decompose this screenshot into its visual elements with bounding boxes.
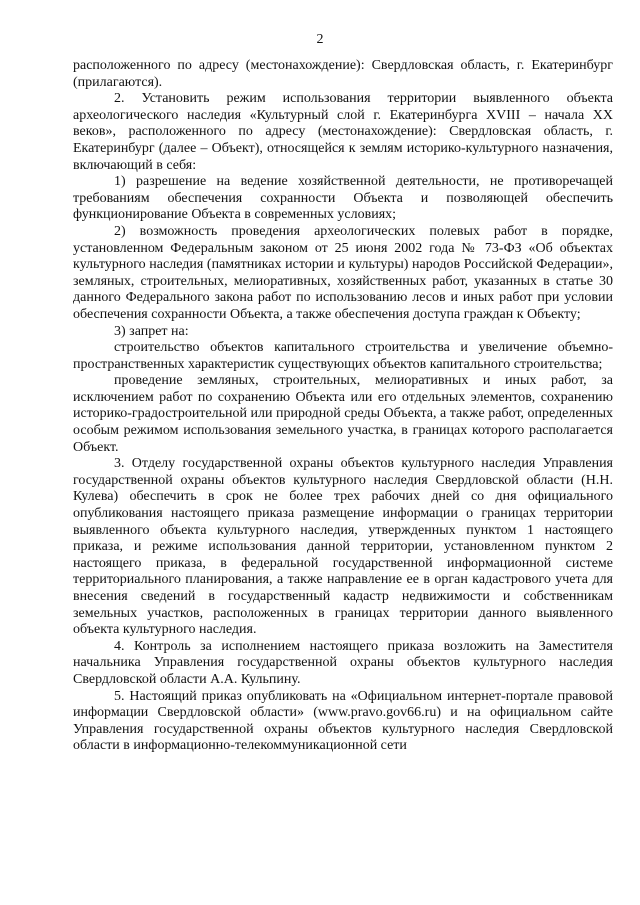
paragraph-item-4: 4. Контроль за исполнением настоящего приказа возложить на Заместителя начальника Управления государственной охраны объектов культурного наследия Свердловской области А.А. Кульпину.	[73, 638, 613, 687]
paragraph-item-2: 2. Установить режим использования территории выявленного объекта археологического наследия «Культурный слой г. Екатеринбурга XVIII – начала XX веков», расположенного по адресу (местонахождение): Свердловская область, г. Екатеринбург (далее – Объект), относящейся к землям историко-культурного назначения, включающий в себя:	[73, 91, 613, 173]
paragraph-item-2-3: 3) запрет на:	[114, 323, 189, 339]
paragraph-prohibition-works: проведение земляных, строительных, мелиоративных и иных работ, за исключением работ по сохранению Объекта или его отдельных элементов, сохранению историко-градостроительной или природной среды Объекта, а также работ, определенных особым режимом использования земельного участка, в границах которого располагается Объект.	[73, 373, 613, 455]
paragraph-item-3: 3. Отделу государственной охраны объектов культурного наследия Управления государственной охраны объектов культурного наследия Свердловской области (Н.Н. Кулева) обеспечить в срок не более трех рабочих дней со дня официального опубликования настоящего приказа размещение информации о границах территории выявленного объекта культурного наследия, утвержденных пунктом 1 настоящего приказа, и режиме использования данной территории, установленном пунктом 2 настоящего приказа, в федеральной государственной информационной системе территориального планирования, а также направление ее в орган кадастрового учета для внесения сведений в государственный кадастр недвижимости и собственникам земельных участков, расположенных в границах территории данного выявленного объекта культурного наследия.	[73, 456, 613, 638]
paragraph-prohibition-construction: строительство объектов капитального строительства и увеличение объемно-пространственных характеристик существующих объектов капитального строительства;	[73, 340, 613, 372]
paragraph-item-2-2: 2) возможность проведения археологических полевых работ в порядке, установленном Федеральным законом от 25 июня 2002 года № 73-ФЗ «Об объектах культурного наследия (памятниках истории и культуры) народов Российской Федерации», земляных, строительных, мелиоративных, хозяйственных работ, указанных в статье 30 данного Федерального закона работ по использованию лесов и иных работ при условии обеспечения сохранности Объекта, а также обеспечения доступа граждан к Объекту;	[73, 223, 613, 322]
paragraph-address-continuation: расположенного по адресу (местонахождение): Свердловская область, г. Екатеринбург (прилагаются).	[73, 58, 613, 90]
paragraph-item-5: 5. Настоящий приказ опубликовать на «Официальном интернет-портале правовой информации Свердловской области» (www.pravo.gov66.ru) и на официальном сайте Управления государственной охраны объектов культурного наследия Свердловской области в информационно-телекоммуникационной сети	[73, 688, 613, 754]
paragraph-item-2-1: 1) разрешение на ведение хозяйственной деятельности, не противоречащей требованиям обеспечения сохранности Объекта и позволяющей обеспечить функционирование Объекта в современных условиях;	[73, 174, 613, 223]
page-number: 2	[316, 32, 324, 47]
document-body	[73, 58, 613, 755]
